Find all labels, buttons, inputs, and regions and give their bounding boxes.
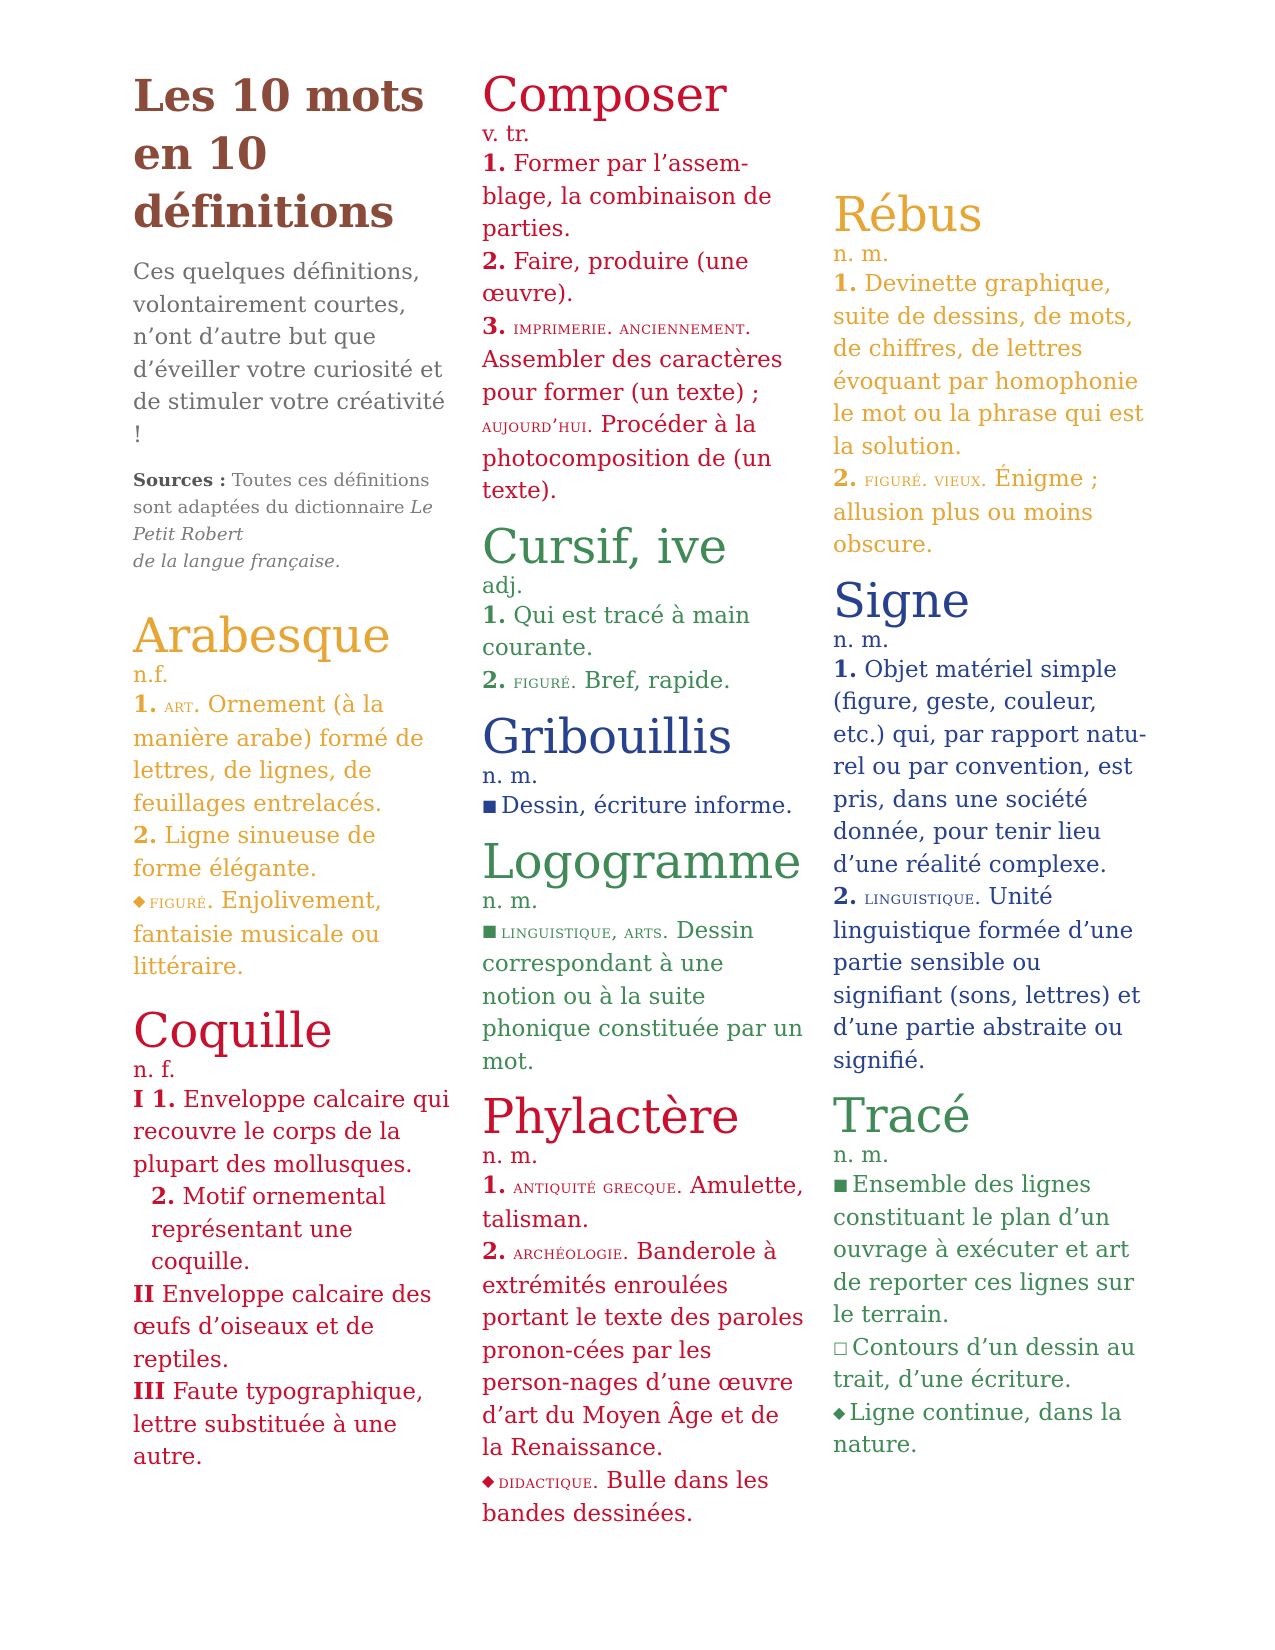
definition-number: 2. (482, 247, 507, 275)
definition-3 (482, 311, 804, 508)
definition-tag: linguistique. (864, 887, 982, 909)
definition-text: Assembler des caractères pour former (un texte) ; (482, 347, 783, 406)
entry-word: Composer (482, 67, 727, 123)
definition-2 (833, 463, 1155, 562)
sources-book-title-2: de la langue française. (133, 551, 341, 572)
definition-1 (482, 600, 804, 665)
entry-phylactere (482, 1090, 804, 1531)
definition-number: 1. (482, 150, 507, 177)
definition-text: Bulle dans les bandes dessinées. (482, 1467, 769, 1527)
definition-text: Énigme ; allusion plus ou moins obscure. (833, 466, 1099, 558)
definition-text: Enveloppe calcaire qui recouvre le corps de la plupart des mollusques. (133, 1086, 450, 1178)
definition-text: Enveloppe calcaire des œufs d’oiseaux et de reptiles. (133, 1281, 432, 1373)
definition-number: II (133, 1280, 155, 1308)
entry-word: Coquille (133, 1002, 333, 1059)
definition-number: 1. (482, 601, 507, 629)
entry-word: Cursif, ive (482, 518, 727, 575)
entry-coquille (133, 1004, 451, 1474)
entry-arabesque (133, 609, 451, 984)
definition-2 (133, 820, 451, 885)
sources-text: Toutes ces définitions sont adaptées du dictionnaire (133, 470, 430, 518)
definition-number: 2. (133, 822, 158, 849)
entry-pos: n. m. (482, 1144, 539, 1169)
definition-text: Bref, rapide. (584, 667, 731, 694)
entry-composer (482, 68, 804, 508)
definition-3 (133, 1279, 451, 1377)
diamond-icon: ◆ (833, 1402, 846, 1422)
square-bullet-icon: ■ (833, 1175, 849, 1194)
definition-tag: figuré. vieux. (864, 469, 988, 491)
definition-3 (482, 1465, 804, 1531)
entry-word: Rébus (833, 187, 983, 243)
definition-text: Qui est tracé à main courante. (482, 602, 751, 661)
definition-text: Ensemble des lignes constituant le plan d’un ouvrage à exécuter et art de reporter ces lignes sur le terrain. (833, 1172, 1135, 1328)
definition-3 (833, 1397, 1155, 1462)
sources-label: Sources : (133, 470, 227, 491)
hollow-square-bullet-icon: □ (833, 1337, 849, 1357)
definition-2 (833, 1332, 1155, 1397)
definition-text: Enjolivement, fantaisie musicale ou littéraire. (133, 888, 382, 980)
diamond-icon: ◆ (133, 891, 146, 910)
definition-tag: figuré (149, 891, 207, 913)
entry-gribouillis (482, 710, 804, 823)
definition-1 (482, 1170, 804, 1236)
definition-1 (833, 654, 1155, 882)
definition-tag: imprimerie. anciennement. (513, 316, 752, 339)
definition-text: Former par l’assem-blage, la combinaison de parties. (482, 151, 772, 242)
definition-1 (482, 915, 804, 1079)
definition-tag: antiquité grecque. (513, 1176, 683, 1198)
definition-text: Faute typographique, lettre substituée à une autre. (133, 1379, 424, 1470)
definition-tag: aujourd’hui. (482, 415, 594, 437)
definition-number: 1. (133, 691, 158, 718)
definition-1 (833, 1169, 1155, 1332)
definition-text: Ligne sinueuse de forme élégante. (133, 823, 376, 882)
square-bullet-icon: ■ (482, 796, 498, 815)
definition-number: 1. (833, 270, 858, 297)
title-line-3: définitions (133, 187, 394, 238)
entry-pos: n. m. (833, 1143, 890, 1168)
definition-number: 2. (482, 1238, 507, 1265)
entry-word: Arabesque (133, 608, 391, 664)
definition-number: 3. (482, 312, 507, 340)
entry-trace (833, 1089, 1155, 1462)
definition-1 (833, 268, 1155, 463)
definition-tag: figuré. (513, 670, 577, 693)
sources-note (133, 467, 451, 575)
definition-number: 2. (833, 883, 858, 910)
entry-pos: n. m. (482, 764, 539, 789)
entry-rebus (833, 188, 1155, 562)
entry-word: Phylactère (482, 1089, 740, 1145)
definition-text: Faire, produire (une œuvre). (482, 248, 749, 307)
entry-logogramme (482, 835, 804, 1079)
definition-text: Unité linguistique formée d’une partie sensible ou signifiant (sons, lettres) et d’une partie abstraite ou signifié. (833, 884, 1141, 1074)
definition-tag: didactique. (498, 1470, 599, 1493)
definition-3: ◆ figuré. Enjolivement, fantaisie musicale ou littéraire. (133, 888, 382, 980)
entry-pos: n. f. (133, 1057, 176, 1083)
entry-signe (833, 574, 1155, 1078)
entry-pos: adj. (482, 573, 524, 599)
definition-2 (482, 1236, 804, 1465)
square-bullet-icon: ■ (482, 920, 498, 940)
entry-cursif (482, 520, 804, 699)
definition-text: Ornement (à la manière arabe) formé de lettres, de lignes, de feuillages entrelacés. (133, 692, 424, 817)
column-3 (833, 68, 1155, 1462)
definition-1 (482, 790, 804, 823)
definition-text: Devinette graphique, suite de dessins, de mots, de chiffres, de lettres évoquant par homophonie le mot ou la phrase qui est la solution. (833, 271, 1144, 460)
definition-number: 2. (482, 666, 507, 694)
definition-text: Procéder à la photocomposition de (un texte). (482, 412, 772, 504)
entry-pos: n. m. (482, 888, 539, 914)
sources-book-title-1: Le Petit Robert (133, 497, 433, 545)
definition-number: 2. (151, 1183, 176, 1210)
entry-pos: v. tr. (482, 122, 530, 147)
definition-2 (833, 881, 1155, 1077)
entry-pos: n.f. (133, 663, 169, 688)
definition-text: Motif ornemental représentant une coquille. (151, 1184, 386, 1275)
definition-number: III (133, 1378, 166, 1405)
definition-text: Contours d’un dessin au trait, d’une écriture. (833, 1334, 1136, 1393)
definition-text: Dessin correspondant à une notion ou à la suite phonique constituée par un mot. (482, 917, 803, 1075)
entry-word: Signe (833, 572, 970, 629)
definition-text: Objet matériel simple (figure, geste, couleur, etc.) qui, par rapport natu-rel ou par convention, est pris, dans une société donnée, pour tenir lieu d’une réalité complexe. (833, 656, 1147, 878)
definition-text: Dessin, écriture informe. (501, 793, 793, 819)
definition-2 (482, 665, 804, 699)
definition-tag: archéologie. (513, 1242, 630, 1264)
title-line-1: Les 10 mots (133, 71, 425, 122)
definition-number: 1. (833, 655, 858, 683)
definition-tag: art (164, 695, 194, 717)
entry-word: Logogramme (482, 833, 802, 890)
definition-number: 1. (482, 1172, 507, 1199)
entry-word: Tracé (833, 1088, 971, 1144)
diamond-icon: ◆ (482, 1470, 495, 1490)
page-title (133, 68, 451, 242)
entry-pos: n. m. (833, 627, 890, 653)
title-line-2: en 10 (133, 129, 268, 180)
definition-2 (482, 246, 804, 311)
entry-word: Gribouillis (482, 709, 732, 765)
definition-1: 1. art. Ornement (à la manière arabe) formé de lettres, de lignes, de feuillages entrelacés. (133, 691, 424, 817)
column-2 (482, 68, 804, 1531)
definition-2 (133, 1181, 451, 1279)
definition-1 (482, 148, 804, 246)
definition-1 (133, 1084, 451, 1182)
intro-text: Ces quelques définitions, volontairement courtes, n’ont d’autre but que d’éveiller votre curiosité et de stimuler votre créativité ! (133, 259, 446, 448)
definition-tag: linguistique, arts. (501, 920, 669, 943)
definition-4 (133, 1376, 451, 1474)
entry-pos: n. m. (833, 242, 890, 267)
definition-number: 2. (833, 465, 858, 492)
column-1 (133, 68, 451, 1474)
definition-number: I 1. (133, 1085, 176, 1113)
definition-text: Banderole à extrémités enroulées portant le texte des paroles pronon-cées par les person-nages d’une œuvre d’art du Moyen Âge et de la Renaissance. (482, 1239, 804, 1461)
definition-text: Ligne continue, dans la nature. (833, 1399, 1122, 1458)
definition-text: Amulette, talisman. (482, 1173, 804, 1233)
